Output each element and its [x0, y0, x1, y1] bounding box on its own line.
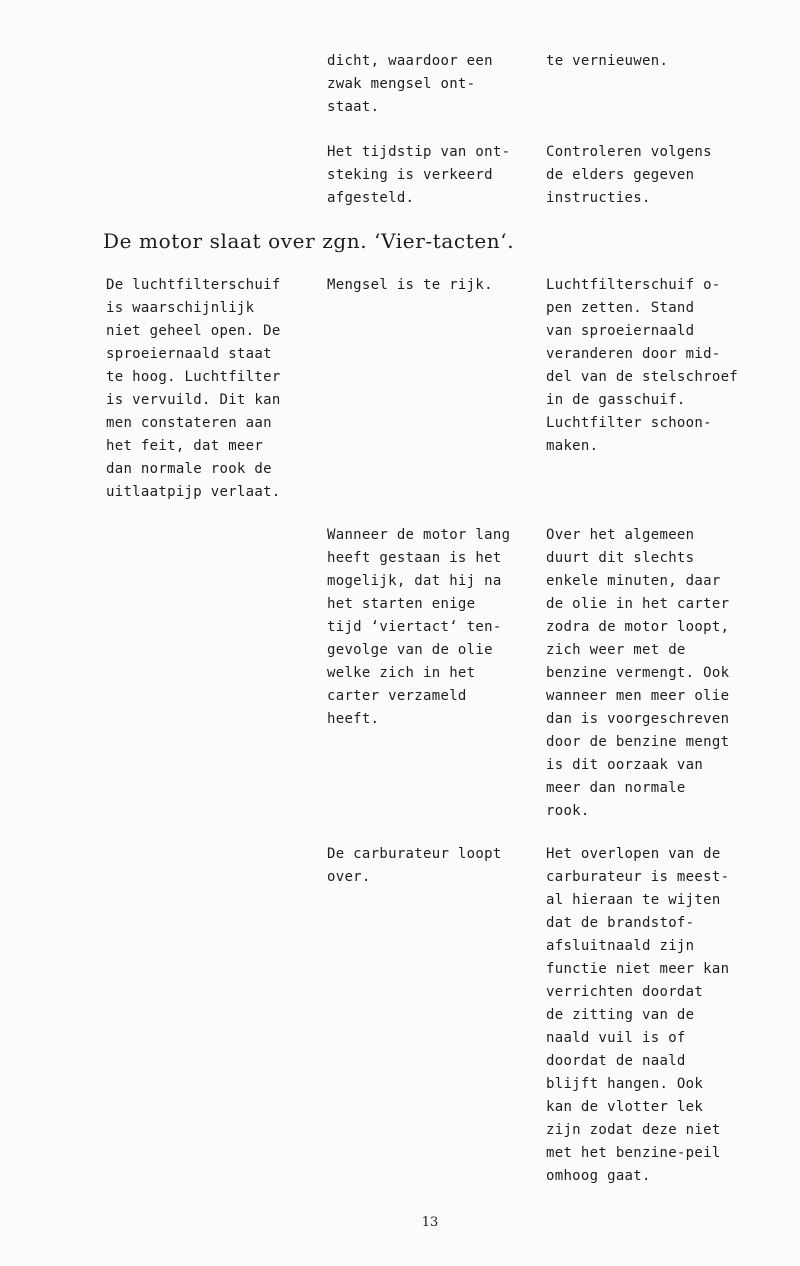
cause-text: dicht, waardoor een zwak mengsel ont- staat.	[327, 53, 493, 115]
cause-text: Wanneer de motor lang heeft gestaan is het mogelijk, dat hij na het starten enige tijd ‘viertact‘ ten- gevolge van de olie welke zich in het carter verzameld heeft.	[327, 527, 511, 727]
symptom-text: De luchtfilterschuif is waarschijnlijk niet geheel open. De sproeiernaald staat te hoog. Luchtfilter is vervuild. Dit kan men constateren aan het feit, dat meer dan normale rook de uitlaatpijp verlaat.	[106, 277, 281, 500]
remedy-text: te vernieuwen.	[546, 53, 669, 69]
cause-text: Het tijdstip van ont- steking is verkeerd afgesteld.	[327, 144, 511, 206]
cause-text: Mengsel is te rijk.	[327, 277, 493, 293]
section-heading: De motor slaat over zgn. ‘Vier-tacten‘.	[103, 229, 515, 253]
page-number: 13	[421, 1215, 439, 1230]
remedy-text: Luchtfilterschuif o- pen zetten. Stand van sproeiernaald veranderen door mid- del van de stelschroef in de gasschuif. Luchtfilter schoon- maken.	[546, 277, 739, 454]
remedy-text: Het overlopen van de carburateur is meest- al hieraan te wijten dat de brandstof- afsluitnaald zijn functie niet meer kan verrichten doordat de zitting van de naald vuil is of doordat de naald blijft hangen. Ook kan de vlotter lek zijn zodat deze niet met het benzine-peil omhoog gaat.	[546, 846, 730, 1184]
cause-text: De carburateur loopt over.	[327, 846, 502, 885]
remedy-text: Controleren volgens de elders gegeven instructies.	[546, 144, 712, 206]
remedy-text: Over het algemeen duurt dit slechts enkele minuten, daar de olie in het carter zodra de motor loopt, zich weer met de benzine vermengt. Ook wanneer men meer olie dan is voorgeschreven door de benzine mengt is dit oorzaak van meer dan normale rook.	[546, 527, 730, 819]
